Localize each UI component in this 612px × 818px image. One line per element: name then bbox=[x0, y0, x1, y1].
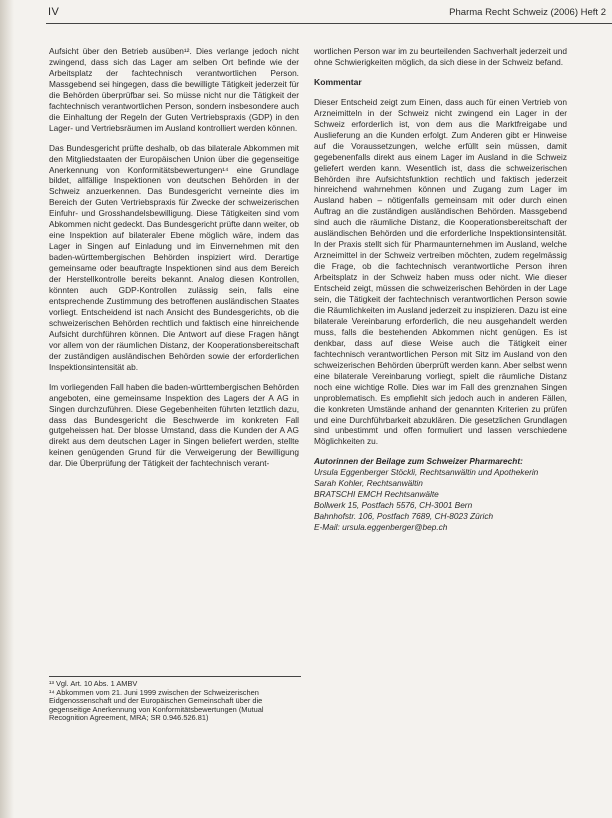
right-paragraph-1: wortlichen Person war im zu beurteilenden Sachverhalt jederzeit und ohne Schwierigkeiten möglich, da sich diese in der Schweiz befand. bbox=[314, 46, 567, 67]
footnote-14: ¹⁴ Abkommen vom 21. Juni 1999 zwischen der Schweizerischen Eidgenossenschaft und der Europäischen Gemeinschaft über die gegenseitige Anerkennung von Konformitätsbewertungen (Mutual Recognition Agreement, MRA; SR 0.946.526.81) bbox=[49, 687, 264, 723]
author-line: Bahnhofstr. 106, Postfach 7689, CH-8023 Zürich bbox=[314, 511, 494, 522]
right-column bbox=[314, 46, 567, 533]
footnotes bbox=[49, 676, 301, 723]
header-rule bbox=[46, 23, 612, 24]
left-paragraph-1: Aufsicht über den Betrieb ausüben¹². Dies verlange jedoch nicht zwingend, dass sich das Lager am selben Ort befinde wie der Arbeitsplatz der fachtechnisch verantwortlichen Person. Massgebend sei hingegen, dass die bewilligte Tätigkeit jederzeit für die Behörden überprüfbar sei. So müsse nicht nur die Tätigkeit der fachtechnisch verantwortlichen Person, sondern insbesondere auch die Einhaltung der Regeln der Guten Vertriebspraxis (GDP) in den Lager- und Vertriebsräumen im Ausland kontrolliert werden können. bbox=[49, 46, 299, 133]
author-line: Ursula Eggenberger Stöckli, Rechtsanwältin und Apothekerin bbox=[314, 467, 539, 478]
right-paragraph-2: Dieser Entscheid zeigt zum Einen, dass auch für einen Vertrieb von Arzneimitteln in der Schweiz nicht zwingend ein Lager in der Schweiz erforderlich ist, von dem aus die Marktfreigabe und Auslieferung an die Kunden erfolgt. Zum Anderen gibt er Hinweise auf die Voraussetzungen, welche erfüllt sein müssen, damit gegebenenfalls direkt aus einem Lager im Ausland in die Schweiz geliefert werden kann. Wesentlich ist, dass die schweizerischen Behörden ihre Aufsichtsfunktion rechtlich und faktisch jederzeit hinreichend wahrnehmen können und Zugang zum Lager im Ausland haben – nötigenfalls gemeinsam mit oder durch einen Auftrag an die zuständigen ausländischen Behörden. Massgebend sind auch die räumliche Distanz, die Kooperationsbereitschaft der ausländischen Behörden und die erforderliche Inspektionsintensität. In der Praxis stellt sich für Pharmaunternehmen im Ausland, welche Arzneimittel in der Schweiz vertreiben möchten, zudem regelmässig die Frage, ob die fachtechnisch verantwortliche Person ihren Arbeitsplatz in der Schweiz haben muss oder nicht. Wie dieser Entscheid zeigt, müssen die schweizerischen Behörden in der Lage sein, die Tätigkeit der fachtechnisch verantwortlichen Person sowie die Räumlichkeiten im Ausland jederzeit zu inspizieren. Dazu ist eine bilaterale Vereinbarung erforderlich, die neu ausgehandelt werden muss, falls die bestehenden Abkommen nicht genügen. Es ist denkbar, dass auf diese Weise auch die Tätigkeit einer fachtechnisch verantwortlichen Person mit Sitz im Ausland von den schweizerischen Behörden überprüft werden kann. Aber selbst wenn eine bilaterale Vereinbarung vorliegt, spielt die räumliche Distanz noch eine wichtige Rolle. Dies war im Fall des grenznahen Singen unproblematisch. Es empfiehlt sich jedoch auch in anderen Fällen, die konkreten Umstände anhand der genannten Kriterien zu prüfen und eine Durchführbarkeit abzuklären. Die gesetzlichen Grundlagen sind unbestimmt und offen formuliert und lassen verschiedene Möglichkeiten zu. bbox=[314, 96, 567, 447]
running-header: Pharma Recht Schweiz (2006) Heft 2 bbox=[449, 7, 606, 18]
page-number: IV bbox=[48, 6, 60, 18]
authors-title: Autorinnen der Beilage zum Schweizer Pharmarecht: bbox=[314, 456, 523, 467]
author-line: BRATSCHI EMCH Rechtsanwälte bbox=[314, 489, 439, 500]
left-paragraph-2: Das Bundesgericht prüfte deshalb, ob das bilaterale Abkommen mit den Mitgliedstaaten der Europäischen Union über die gegenseitige Anerkennung von Konformitätsbewertungen¹⁴ eine Grundlage bildet, allfällige Inspektionen von deutschen Behörden in der Schweiz anzuerkennen. Das Bundesgericht verneinte dies im Bereich der Guten Vertriebspraxis für Zwecke der schweizerischen Einfuhr- und Grosshandelsbewilligung. Diese Tätigkeiten sind vom Abkommen nicht gedeckt. Das Bundesgericht prüfte dann weiter, ob eine Inspektion auf bilateraler Ebene möglich wäre, indem das Lager in Singen auf Einladung und im Einvernehmen mit den baden-württembergischen Behörden inspiziert wird. Derartige gemeinsame oder beauftragte Inspektionen sind aus dem Bereich der Herstellkontrolle bereits bekannt. Analog diesen Kontrollen, könnten auch GDP-Kontrollen zulässig sein, falls eine entsprechende Zustimmung des betroffenen ausländischen Staates vorliegt. Entscheidend ist nach Ansicht des Bundesgerichts, ob die schweizerischen Behörden rechtlich und faktisch eine hinreichende Aufsicht durchführen können. Die Antwort auf diese Fragen hängt vor allem von der räumlichen Distanz, der Kooperationsbereitschaft der zuständigen ausländischen Behörden sowie der erforderlichen Inspektionsintensität ab. bbox=[49, 142, 299, 372]
left-paragraph-3: Im vorliegenden Fall haben die baden-württembergischen Behörden angeboten, eine gemeinsame Inspektion des Lagers der A AG in Singen durchzuführen. Diese Gegebenheiten führten letztlich dazu, dass das Bundesgericht die Beschwerde im konkreten Fall gutgeheissen hat. Der blosse Umstand, dass die Kunden der A AG direkt aus dem deutschen Lager in Singen beliefert werden, stellte keinen genügenden Grund für die Verweigerung der Bewilligung dar. Die Überprüfung der Tätigkeit der fachtechnisch verant- bbox=[49, 381, 299, 469]
author-email: E-Mail: ursula.eggenberger@bep.ch bbox=[314, 522, 448, 533]
author-line: Bollwerk 15, Postfach 5576, CH-3001 Bern bbox=[314, 500, 473, 511]
scan-edge-shadow bbox=[0, 0, 14, 818]
section-heading: Kommentar bbox=[314, 76, 362, 87]
footnote-13: ¹³ Vgl. Art. 10 Abs. 1 AMBV bbox=[49, 679, 138, 688]
author-line: Sarah Kohler, Rechtsanwältin bbox=[314, 478, 423, 489]
left-column bbox=[49, 46, 299, 478]
authors-block bbox=[314, 456, 567, 533]
